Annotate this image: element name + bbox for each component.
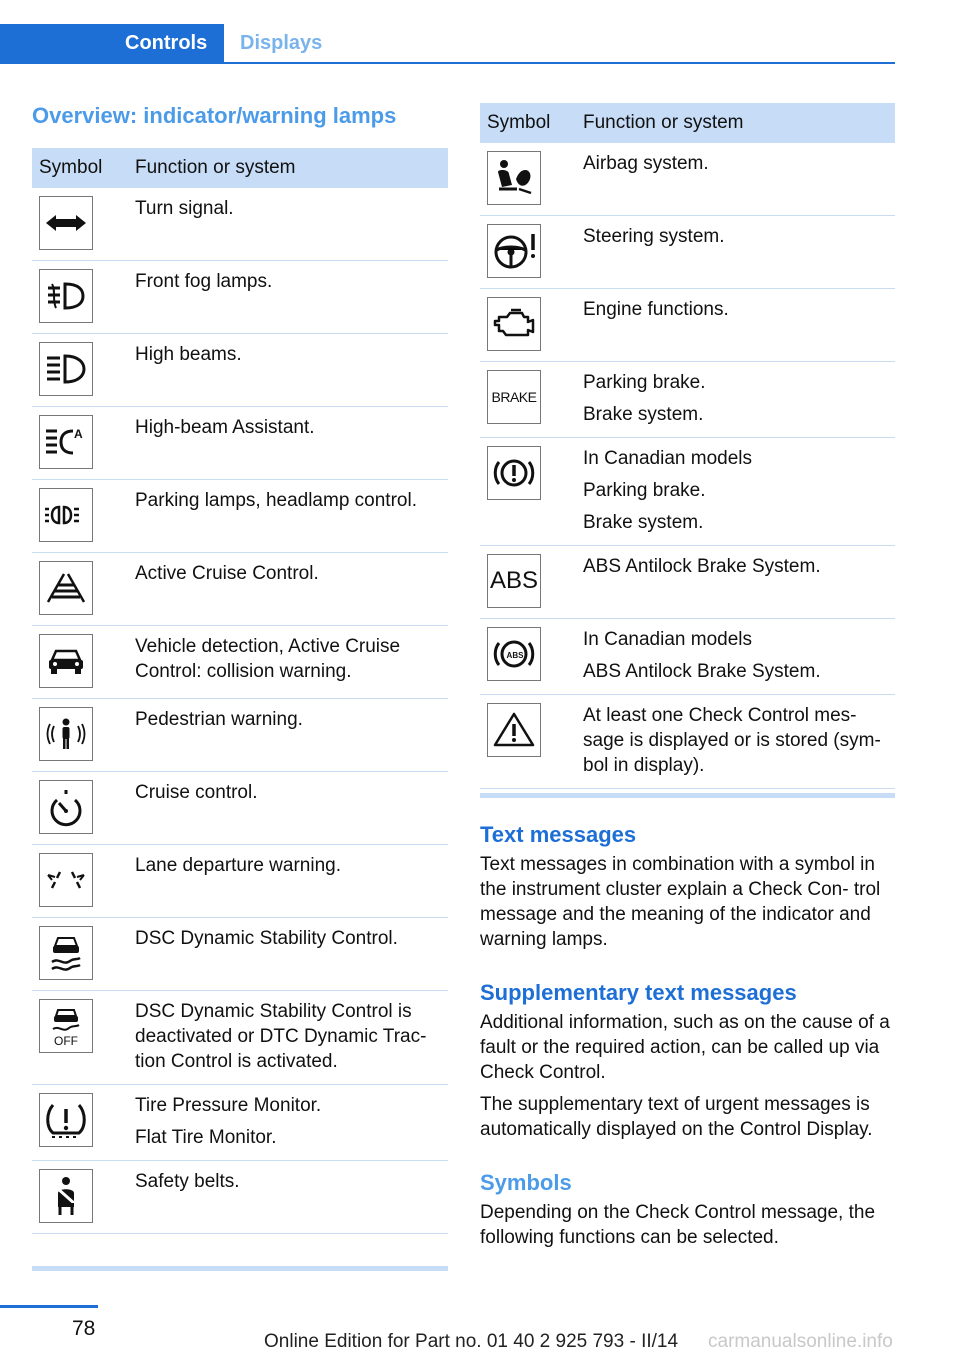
function-text: Parking brake. <box>583 480 706 501</box>
abs-circle-icon <box>487 627 541 681</box>
function-text: Steering system. <box>583 226 725 247</box>
right-table-end-bar <box>480 793 895 798</box>
function-cell <box>575 695 895 789</box>
cruise-control-icon <box>39 780 93 834</box>
function-cell <box>575 216 895 289</box>
function-text: In Canadian models <box>583 629 752 650</box>
supplementary-title: Supplementary text messages <box>480 980 797 1005</box>
text-messages-title: Text messages <box>480 822 637 847</box>
function-text: Active Cruise Control. <box>135 563 319 584</box>
brake-icon-label: BRAKE <box>491 389 537 405</box>
dsc-off-icon <box>39 999 93 1053</box>
table-row <box>480 619 895 695</box>
symbol-cell <box>32 188 127 261</box>
function-text: Engine functions. <box>583 299 729 320</box>
function-cell <box>127 334 448 407</box>
symbols-title: Symbols <box>480 1170 572 1195</box>
supplementary-body-1: Additional information, such as on the cause of a fault or the required action, can be called up via Check Control. <box>480 1012 890 1083</box>
tab-controls[interactable]: Controls <box>0 24 224 62</box>
function-cell <box>575 619 895 695</box>
function-cell <box>575 289 895 362</box>
header-symbol: Symbol <box>480 103 575 143</box>
function-cell <box>127 772 448 845</box>
parking-lamps-icon <box>39 488 93 542</box>
function-cell <box>127 991 448 1085</box>
brake-text-icon <box>487 370 541 424</box>
table-row <box>32 334 448 407</box>
tab-displays[interactable]: Displays <box>240 32 323 54</box>
table-row <box>32 188 448 261</box>
header-symbol: Symbol <box>32 148 127 188</box>
table-row <box>480 289 895 362</box>
right-lamp-table <box>480 103 895 789</box>
header-function: Function or system <box>127 148 448 188</box>
airbag-icon <box>487 151 541 205</box>
table-row <box>480 438 895 546</box>
symbol-cell <box>480 438 575 546</box>
function-cell <box>127 1085 448 1161</box>
symbol-cell <box>32 480 127 553</box>
function-text: Lane departure warning. <box>135 855 341 876</box>
chapter-tabs <box>0 24 895 64</box>
table-row <box>480 362 895 438</box>
table-row <box>480 216 895 289</box>
abs-circle-label: ABS <box>506 650 524 660</box>
function-text: Tire Pressure Monitor. <box>135 1095 322 1116</box>
tire-pressure-icon <box>39 1093 93 1147</box>
symbol-cell <box>32 845 127 918</box>
function-text: In Canadian models <box>583 448 752 469</box>
function-cell <box>127 480 448 553</box>
page-number: 78 <box>72 1317 96 1340</box>
table-row <box>480 143 895 216</box>
table-row <box>480 546 895 619</box>
symbol-cell <box>32 553 127 626</box>
safety-belt-icon <box>39 1169 93 1223</box>
symbol-cell <box>32 407 127 480</box>
high-beam-assistant-icon <box>39 415 93 469</box>
warning-triangle-icon <box>487 703 541 757</box>
table-row <box>32 918 448 991</box>
table-row <box>32 1085 448 1161</box>
table-row <box>32 480 448 553</box>
function-text: Brake system. <box>583 404 704 425</box>
function-text: Airbag system. <box>583 153 709 174</box>
function-cell <box>127 626 448 699</box>
function-cell <box>127 407 448 480</box>
symbol-cell <box>32 918 127 991</box>
symbol-cell <box>480 143 575 216</box>
left-lamp-table <box>32 148 448 1234</box>
header-function: Function or system <box>575 103 895 143</box>
symbol-cell <box>32 991 127 1085</box>
function-text: DSC Dynamic Stability Control. <box>135 928 398 949</box>
function-text: ABS Antilock Brake System. <box>583 661 821 682</box>
function-cell <box>127 699 448 772</box>
function-cell <box>127 261 448 334</box>
table-row <box>32 261 448 334</box>
function-text: At least one Check Control mes‐ sage is displayed or is stored (sym‐ bol in display). <box>583 705 881 776</box>
brake-circle-icon <box>487 446 541 500</box>
function-cell <box>575 438 895 546</box>
function-text: Parking brake. <box>583 372 706 393</box>
function-cell <box>127 553 448 626</box>
supplementary-body-2: The supplementary text of urgent messages is automatically displayed on the Control Display. <box>480 1094 873 1140</box>
lane-departure-icon <box>39 853 93 907</box>
watermark: carmanualsonline.info <box>708 1331 893 1352</box>
symbol-cell <box>32 772 127 845</box>
front-fog-lamps-icon <box>39 269 93 323</box>
function-cell <box>127 845 448 918</box>
svg-text:A: A <box>74 427 83 441</box>
page-number-rule <box>0 1305 98 1308</box>
svg-text:OFF: OFF <box>54 1034 78 1048</box>
function-text: High-beam Assistant. <box>135 417 315 438</box>
table-row <box>32 772 448 845</box>
dsc-icon <box>39 926 93 980</box>
text-messages-body: Text messages in combination with a symbol in the instrument cluster explain a Check Con‐ trol message and the meaning of the indicator and warning lamps. <box>480 854 881 950</box>
table-row <box>32 407 448 480</box>
symbol-cell <box>480 216 575 289</box>
table-row <box>32 553 448 626</box>
function-text: Front fog lamps. <box>135 271 273 292</box>
table-row <box>480 695 895 789</box>
table-row <box>32 699 448 772</box>
table-row <box>32 845 448 918</box>
pedestrian-warning-icon <box>39 707 93 761</box>
abs-text-icon <box>487 554 541 608</box>
symbol-cell <box>32 1085 127 1161</box>
function-text: Turn signal. <box>135 198 234 219</box>
function-text: Safety belts. <box>135 1171 240 1192</box>
function-cell <box>575 143 895 216</box>
abs-icon-label: ABS <box>489 567 539 594</box>
function-cell <box>127 188 448 261</box>
symbol-cell <box>32 1161 127 1234</box>
high-beams-icon <box>39 342 93 396</box>
supplementary-section <box>480 980 900 1142</box>
symbol-cell <box>480 362 575 438</box>
active-cruise-control-icon <box>39 561 93 615</box>
steering-system-icon <box>487 224 541 278</box>
symbol-cell <box>32 334 127 407</box>
symbol-cell <box>480 619 575 695</box>
function-cell <box>127 918 448 991</box>
symbol-cell <box>480 289 575 362</box>
symbol-cell <box>32 261 127 334</box>
engine-icon <box>487 297 541 351</box>
symbols-section <box>480 1170 900 1250</box>
function-text: Parking lamps, headlamp control. <box>135 490 417 511</box>
symbol-cell <box>32 699 127 772</box>
symbol-cell <box>480 546 575 619</box>
table-header-row <box>32 148 448 188</box>
table-row <box>32 991 448 1085</box>
function-cell <box>575 362 895 438</box>
function-text: Flat Tire Monitor. <box>135 1127 277 1148</box>
function-cell <box>575 546 895 619</box>
table-row <box>32 626 448 699</box>
function-text: Brake system. <box>583 512 704 533</box>
function-text: Pedestrian warning. <box>135 709 303 730</box>
function-text: Vehicle detection, Active Cruise Control: collision warning. <box>135 636 401 682</box>
table-row <box>32 1161 448 1234</box>
vehicle-detection-icon <box>39 634 93 688</box>
function-text: High beams. <box>135 344 242 365</box>
function-cell <box>127 1161 448 1234</box>
symbol-cell <box>480 695 575 789</box>
table-header-row <box>480 103 895 143</box>
function-text: ABS Antilock Brake System. <box>583 556 821 577</box>
left-table-end-bar <box>32 1266 448 1271</box>
turn-signal-icon <box>39 196 93 250</box>
section-title: Overview: indicator/warning lamps <box>32 103 397 128</box>
function-text: Cruise control. <box>135 782 258 803</box>
edition-footer: Online Edition for Part no. 01 40 2 925 793 - II/14 <box>264 1331 679 1352</box>
symbol-cell <box>32 626 127 699</box>
symbols-body: Depending on the Check Control message, the following functions can be selected. <box>480 1202 876 1248</box>
text-messages-section <box>480 822 900 952</box>
function-text: DSC Dynamic Stability Control is deactivated or DTC Dynamic Trac‐ tion Control is activated. <box>135 1001 427 1072</box>
